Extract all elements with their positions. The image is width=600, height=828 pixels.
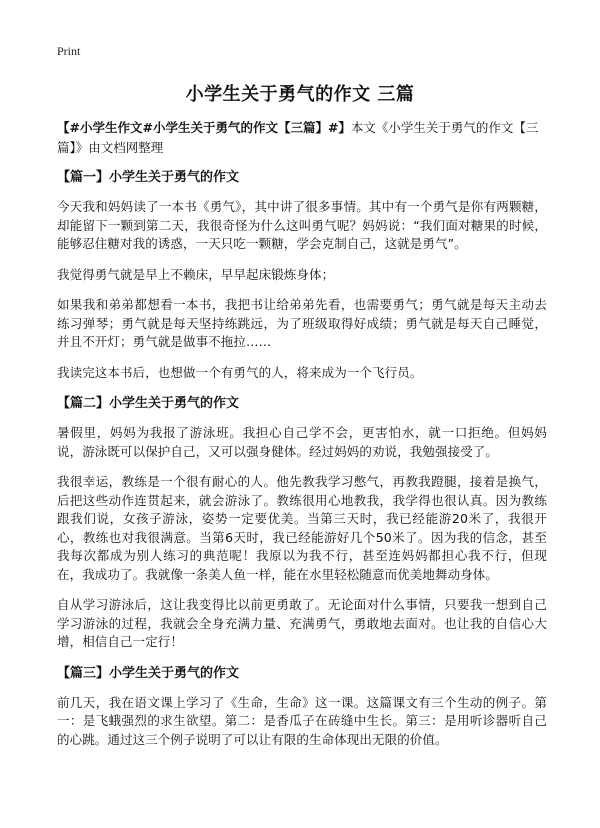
paragraph: 我觉得勇气就是早上不赖床，早早起床锻炼身体；	[57, 266, 335, 282]
section-heading: 【篇二】小学生关于勇气的作文	[57, 396, 240, 411]
print-link[interactable]: Print	[57, 44, 81, 58]
paragraph: 我读完这本书后，也想做一个有勇气的人，将来成为一个飞行员。	[57, 364, 423, 380]
intro-line	[57, 118, 547, 158]
paragraph: 暑假里，妈妈为我报了游泳班。我担心自己学不会，更害怕水，就一口拒绝。但妈妈说，游泳既可以保护自己，又可以强身健体。经过妈妈的劝说，我勉强接受了。	[57, 425, 547, 459]
section-heading: 【篇三】小学生关于勇气的作文	[57, 665, 240, 681]
article-body	[57, 118, 547, 761]
paragraph: 如果我和弟弟都想看一本书，我把书让给弟弟先看，也需要勇气；勇气就是每天主动去练习弹琴；勇气就是每天坚持练跳远，为了班级取得好成绩；勇气就是每天自己睡觉，并且不开灯；勇气就是做事不拖拉……	[57, 297, 547, 349]
paragraph: 我很幸运，教练是一个很有耐心的人。他先教我学习憋气，再教我蹬腿，接着是换气，后把这些动作连贯起来，就会游泳了。教练很用心地教我，我学得也很认真。因为教练跟我们说，女孩子游泳，姿势一定要优美。当第三天时，我已经能游20米了，我很开心，教练也对我很满意。当第6天时，我已经能游好几个50米了。因为我的信念，甚至我每次都成为别人练习的典范呢！我原以为我不行，甚至连妈妈都担心我不行，但现在，我成功了。我就像一条美人鱼一样，能在水里轻松随意而优美地舞动身体。	[57, 474, 547, 582]
paragraph: 自从学习游泳后，这让我变得比以前更勇敢了。无论面对什么事情，只要我一想到自己学习游泳的过程，我就会全身充满力量、充满勇气，勇敢地去面对。也让我的自信心大增，相信自己一定行！	[57, 597, 547, 649]
paragraph: 今天我和妈妈读了一本书《勇气》，其中讲了很多事情。其中有一个勇气是你有两颗糖，却能留下一颗到第二天，我很奇怪为什么这叫勇气呢？妈妈说：“我们面对糖果的时候，能够忍住糖对我的诱惑，一天只吃一颗糖，学会克制自己，这就是勇气”。	[57, 199, 547, 251]
intro-text: 本文《小学生关于勇气的作文【三篇】》由文档网整理	[57, 120, 539, 155]
paragraph: 前几天，我在语文课上学习了《生命，生命》这一课。这篇课文有三个生动的例子。第一：是飞蛾强烈的求生欲望。第二：是香瓜子在砖缝中生长。第三：是用听诊器听自己的心跳。通过这三个例子说明了可以让有限的生命体现出无限的价值。	[57, 694, 547, 747]
intro-tags: 【#小学生作文#小学生关于勇气的作文【三篇】#】	[57, 120, 351, 135]
page-title: 小学生关于勇气的作文 三篇	[185, 84, 415, 105]
section-heading: 【篇一】小学生关于勇气的作文	[57, 170, 240, 185]
